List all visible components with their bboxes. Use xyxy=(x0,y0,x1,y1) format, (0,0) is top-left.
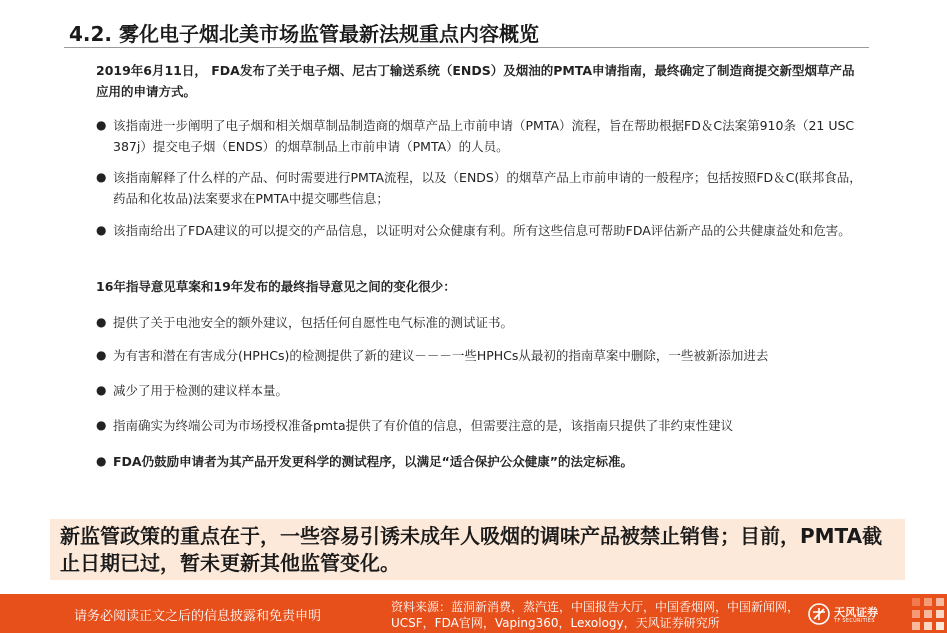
list-item-text: 指南确实为终端公司为市场授权准备pmta提供了有价值的信息，但需要注意的是，该指南只提供了非约束性建议 xyxy=(113,418,734,433)
bullet-icon: ● xyxy=(96,418,107,432)
bullet-icon: ● xyxy=(96,348,107,362)
company-logo xyxy=(808,599,904,629)
logo-mark-icon xyxy=(808,603,830,625)
list-item-text: 为有害和潜在有害成分(HPHCs)的检测提供了新的建议－－－一些HPHCs从最初的指南草案中删除，一些被新添加进去 xyxy=(113,348,769,363)
list-item-text: 提供了关于电池安全的额外建议，包括任何自愿性电气标准的测试证书。 xyxy=(113,315,514,330)
bullet-icon: ● xyxy=(96,383,107,397)
list-item-text: 该指南解释了什么样的产品、何时需要进行PMTA流程，以及（ENDS）的烟草产品上市前申请的一般程序；包括按照FD＆C(联邦食品，药品和化妆品)法案要求在PMTA中提交哪些信息； xyxy=(113,170,862,206)
page-title: 4.2. 雾化电子烟北美市场监管最新法规重点内容概览 xyxy=(69,22,539,46)
bullet-icon: ● xyxy=(96,118,107,132)
footer-decoration xyxy=(906,594,947,633)
list-item-text: FDA仍鼓励申请者为其产品开发更科学的测试程序，以满足“适合保护公众健康”的法定标准。 xyxy=(113,454,634,469)
list-item xyxy=(96,451,872,472)
title-divider xyxy=(64,47,869,48)
list-item-text: 该指南进一步阐明了电子烟和相关烟草制品制造商的烟草产品上市前申请（PMTA）流程，旨在帮助根据FD＆C法案第910条（21 USC 387j）提交电子烟（ENDS）的烟草制品上市前申请（PMTA）的人员。 xyxy=(113,118,855,154)
list-item xyxy=(96,415,872,436)
section-heading: 16年指导意见草案和19年发布的最终指导意见之间的变化很少： xyxy=(96,279,456,294)
source-note: 资料来源：蓝洞新消费，蒸汽连，中国报告大厅，中国香烟网，中国新闻网，UCSF，FDA官网，Vaping360，Lexology，天风证券研究所 xyxy=(391,600,800,630)
logo-subtitle: TF SECURITIES xyxy=(834,618,875,624)
disclaimer-link[interactable]: 请务必阅读正文之后的信息披露和免责申明 xyxy=(74,609,322,624)
bullet-icon: ● xyxy=(96,170,107,184)
bullet-icon: ● xyxy=(96,315,107,329)
intro-paragraph: 2019年6月11日， FDA发布了关于电子烟、尼古丁输送系统（ENDS）及烟油的PMTA申请指南，最终确定了制造商提交新型烟草产品应用的申请方式。 xyxy=(96,63,855,99)
list-item-text: 该指南给出了FDA建议的可以提交的产品信息，以证明对公众健康有利。所有这些信息可帮助FDA评估新产品的公共健康益处和危害。 xyxy=(113,223,851,238)
list-item xyxy=(96,167,872,209)
bullet-icon: ● xyxy=(96,454,107,468)
bullet-icon: ● xyxy=(96,223,107,237)
list-item-text: 减少了用于检测的建议样本量。 xyxy=(113,383,289,398)
logo-name: 天风证券 xyxy=(834,606,878,619)
list-item xyxy=(96,115,872,157)
list-item xyxy=(96,380,872,401)
list-item xyxy=(96,312,872,333)
list-item xyxy=(96,220,872,241)
list-item xyxy=(96,345,872,366)
callout-text: 新监管政策的重点在于，一些容易引诱未成年人吸烟的调味产品被禁止销售；目前，PMTA截止日期已过，暂未更新其他监管变化。 xyxy=(60,524,883,575)
